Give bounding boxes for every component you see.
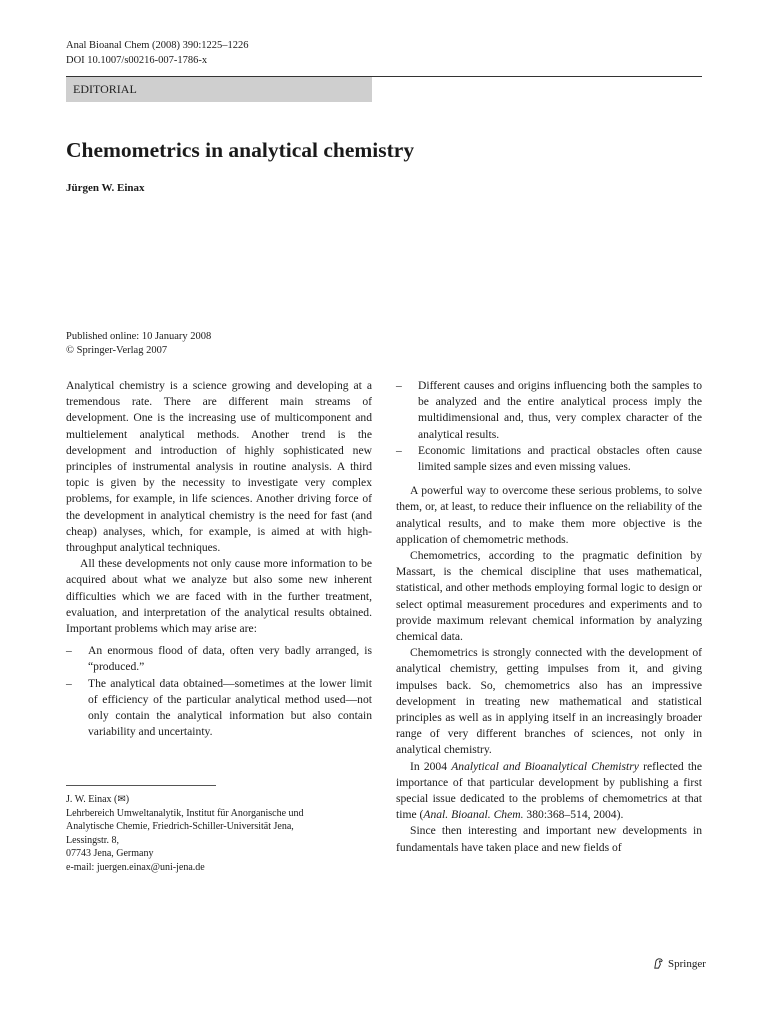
paragraph: [396, 759, 702, 824]
list-item-text: Economic limitations and practical obstacles often cause limited sample sizes and even missing values.: [418, 443, 702, 474]
list-item: [396, 443, 702, 475]
list-item-text: Different causes and origins influencing both the samples to be analyzed and the entire analytical process imply the multidimensional and, thus, very complex character of the analytical results.: [418, 379, 702, 441]
author-label-close: ): [125, 794, 130, 805]
text-run: 380:368–514, 2004).: [523, 808, 624, 822]
author-name: Jürgen W. Einax: [66, 182, 145, 194]
journal-reference: Anal. Bioanal. Chem.: [423, 808, 524, 822]
journal-name: Analytical and Bioanalytical Chemistry: [451, 759, 639, 773]
paragraph: Analytical chemistry is a science growing and developing at a tremendous rate. There are different main streams of development. One is the increasing use of multicomponent and multielement analytical methods. Another trend is the development and introduction of highly sophisticated new principles of instrumental analysis in routine analysis. A third topic is given by the necessity to investigate very complex problems, for example, in life sciences. Another driving force of the development in analytical chemistry is the need for fast (and cheap) analyses, which, for example, is aimed at with high-throughput analytical techniques.: [66, 379, 372, 555]
text-run: reflected the importance of that particular development by publishing a first special issue dedicated to the problems of chemometrics at that time (: [396, 759, 702, 822]
envelope-icon: ✉: [117, 794, 126, 805]
affiliation-line: Lehrbereich Umweltanalytik, Institut für Anorganische und: [66, 807, 304, 819]
list-item-text: An enormous flood of data, often very badly arranged, is “produced.”: [88, 644, 372, 674]
list-bullet: –: [66, 644, 72, 658]
list-bullet: –: [66, 676, 72, 690]
journal-header: [66, 38, 249, 68]
list-item-text: The analytical data obtained—sometimes at the lower limit of efficiency of the particular analytical method used—not only contain the analytical information but also contain variability and uncertainty.: [88, 676, 372, 739]
section-label: EDITORIAL: [66, 77, 372, 102]
text-run: In 2004: [410, 759, 452, 773]
paragraph: Chemometrics is strongly connected with the development of analytical chemistry, getting impulses from it, and giving impulses back. So, chemometrics also has an impressive development in treating new mathematical and statistical principles as well as in applying itself in an increasingly broader range of very different branches of sciences, not only in analytical chemistry.: [396, 646, 702, 757]
author-affiliation: [66, 793, 304, 875]
affiliation-line: Analytische Chemie, Friedrich-Schiller-Universität Jena,: [66, 821, 294, 833]
list-item: [396, 378, 702, 443]
list-item: [66, 643, 372, 675]
springer-horse-icon: [652, 957, 665, 970]
copyright-line: © Springer-Verlag 2007: [66, 345, 168, 356]
list-bullet: –: [396, 379, 402, 392]
paragraph: Since then interesting and important new developments in fundamentals have taken place and new fields of: [396, 824, 702, 854]
email-link[interactable]: e-mail: juergen.einax@uni-jena.de: [66, 861, 205, 873]
paragraph: All these developments not only cause more information to be acquired about what we analyze but also some new inherent difficulties which we are faced with in the further treatment, evaluation, and interpretation of the analytical results obtained. Important problems which may arise are:: [66, 557, 372, 636]
problem-list: [66, 643, 372, 740]
right-column: [396, 378, 702, 856]
address-line: 07743 Jena, Germany: [66, 848, 154, 860]
publication-info: [66, 330, 211, 358]
paragraph: A powerful way to overcome these serious problems, to solve them, or, at least, to reduce their influence on the reliability of the analytical results, and to make them more objective is the application of chemometric methods.: [396, 484, 702, 546]
published-date: Published online: 10 January 2008: [66, 331, 212, 342]
footnote-rule: [66, 785, 216, 786]
problem-list-continued: [396, 378, 702, 475]
address-line: Lessingstr. 8,: [66, 834, 120, 846]
journal-citation: Anal Bioanal Chem (2008) 390:1225–1226: [66, 40, 249, 51]
article-title: Chemometrics in analytical chemistry: [66, 138, 415, 162]
left-column: [66, 378, 372, 740]
corresponding-author: [66, 793, 304, 807]
paragraph: Chemometrics, according to the pragmatic definition by Massart, is the chemical discipline that uses mathematical, statistical, and other methods employing formal logic to design or select optimal measurement procedures and experiments and to provide maximum relevant chemical information by analyzing chemical data.: [396, 549, 702, 644]
list-item: [66, 676, 372, 741]
doi-line: DOI 10.1007/s00216-007-1786-x: [66, 55, 208, 66]
publisher-mark: [652, 957, 706, 970]
publisher-name: Springer: [668, 957, 706, 970]
author-label: J. W. Einax (: [66, 794, 118, 805]
list-bullet: –: [396, 443, 402, 457]
